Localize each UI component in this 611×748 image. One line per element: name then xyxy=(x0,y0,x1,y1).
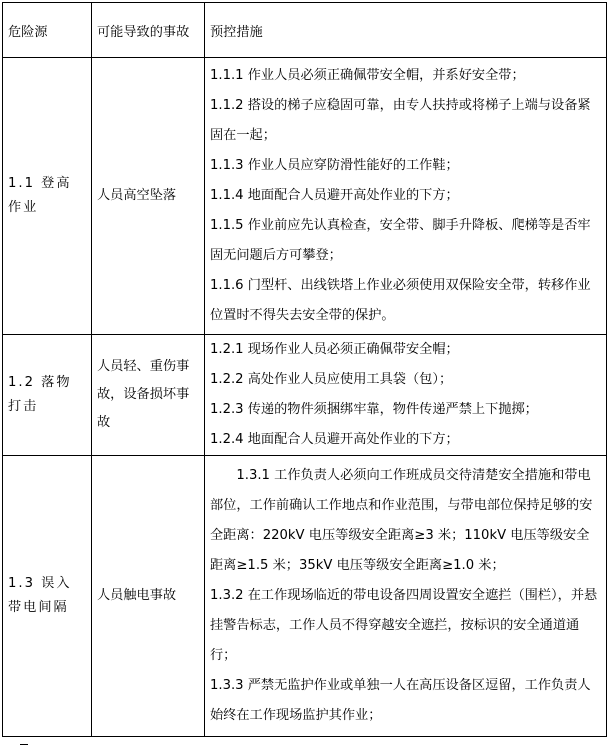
measure-item: 1.3.3 严禁无监护作业或单独一人在高压设备区逗留，工作负责人始终在工作现场监护其作业； xyxy=(210,678,591,723)
header-hazard: 危险源 xyxy=(3,3,92,58)
accident-cell: 人员轻、重伤事故，设备损坏事故 xyxy=(92,335,205,456)
header-row xyxy=(3,3,607,58)
measure-item: 1.2.4 地面配合人员避开高处作业的下方； xyxy=(210,432,459,447)
page-mark xyxy=(20,744,28,745)
table-row xyxy=(3,58,607,335)
measure-item: 1.1.3 作业人员应穿防滑性能好的工作鞋； xyxy=(210,158,459,173)
measures-cell xyxy=(205,335,607,456)
measure-item: 1.3.1 工作负责人必须向工作班成员交待清楚安全措施和带电部位，工作前确认工作地点和作业范围，与带电部位保持足够的安全距离：220kV 电压等级安全距离≥3 米；110kV 电压等级安全距离≥1.5 米；35kV 电压等级安全距离≥1.0 米； xyxy=(210,468,593,573)
hazard-cell: 1.3 误入带电间隔 xyxy=(3,456,92,737)
risk-control-table xyxy=(2,2,607,737)
measure-item: 1.2.1 现场作业人员必须正确佩带安全帽； xyxy=(210,342,459,357)
hazard-cell: 1.2 落物打击 xyxy=(3,335,92,456)
measure-item: 1.1.4 地面配合人员避开高处作业的下方； xyxy=(210,188,459,203)
table-row xyxy=(3,335,607,456)
measure-item: 1.2.2 高处作业人员应使用工具袋（包）； xyxy=(210,372,453,387)
measure-item: 1.1.6 门型杆、出线铁塔上作业必须使用双保险安全带，转移作业位置时不得失去安全带的保护。 xyxy=(210,278,591,323)
header-accident: 可能导致的事故 xyxy=(92,3,205,58)
measure-item: 1.1.1 作业人员必须正确佩带安全帽，并系好安全带； xyxy=(210,68,525,83)
measure-item: 1.2.3 传递的物件须捆绑牢靠，物件传递严禁上下抛掷； xyxy=(210,402,538,417)
measure-item: 1.1.2 搭设的梯子应稳固可靠，由专人扶持或将梯子上端与设备紧固在一起； xyxy=(210,98,591,143)
hazard-cell: 1.1 登高作业 xyxy=(3,58,92,335)
header-measures: 预控措施 xyxy=(205,3,607,58)
measure-item: 1.1.5 作业前应先认真检查，安全带、脚手升降板、爬梯等是否牢固无问题后方可攀登； xyxy=(210,218,591,263)
accident-cell: 人员触电事故 xyxy=(92,456,205,737)
accident-cell: 人员高空坠落 xyxy=(92,58,205,335)
table-row xyxy=(3,456,607,737)
measures-cell xyxy=(205,58,607,335)
measures-cell xyxy=(205,456,607,737)
measure-item: 1.3.2 在工作现场临近的带电设备四周设置安全遮拦（围栏），并悬挂警告标志，工作人员不得穿越安全遮拦，按标识的安全通道通行； xyxy=(210,588,598,663)
